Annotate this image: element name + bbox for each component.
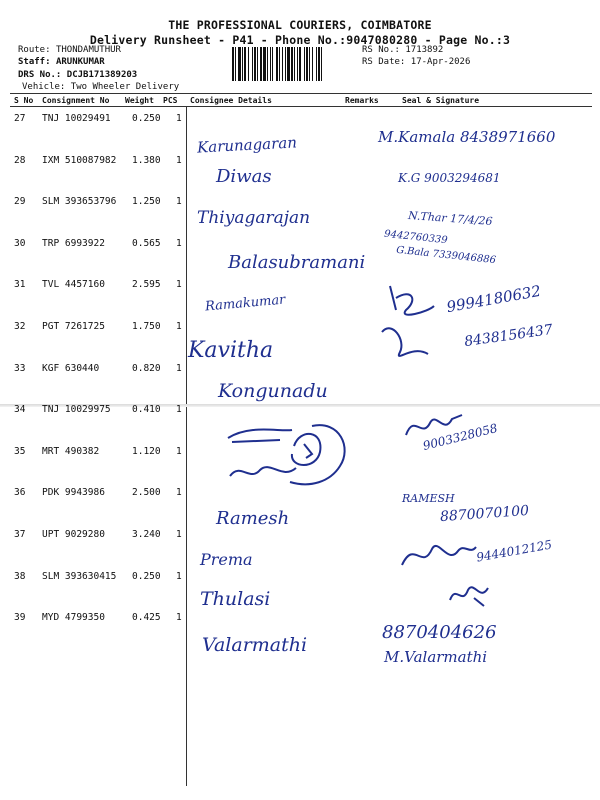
handwritten-name: Thiyagarajan — [197, 208, 311, 228]
consignment-cell: TRP 6993922 — [42, 237, 105, 249]
staff-label: Staff: — [18, 57, 51, 67]
pcs-cell: 1 — [176, 404, 182, 416]
route-label: Route: — [18, 45, 51, 55]
handwritten-name: Prema — [200, 550, 253, 569]
consignment-cell: UPT 9029280 — [42, 529, 105, 540]
consignment-cell: SLM 393630415 — [42, 570, 117, 582]
weight-cell: 1.380 — [132, 154, 161, 166]
staff-line — [18, 57, 105, 67]
rs-no-line — [362, 45, 443, 55]
weight-cell: 0.250 — [132, 113, 161, 124]
consignment-cell: TNJ 10029975 — [42, 404, 111, 416]
drs-label: DRS No.: — [18, 70, 62, 80]
drs-line — [18, 70, 137, 80]
pcs-cell: 1 — [176, 362, 182, 374]
sno-cell: 29 — [14, 196, 26, 208]
weight-cell: 1.120 — [132, 445, 161, 457]
rs-date-value: 17-Apr-2026 — [410, 57, 471, 67]
signature-text: 8438156437 — [463, 321, 554, 351]
signature-text: 9003328058 — [421, 420, 499, 454]
handwritten-name: Diwas — [216, 166, 272, 187]
table-row — [0, 566, 600, 606]
sno-cell: 27 — [14, 113, 26, 124]
handwritten-name: Thulasi — [200, 588, 271, 610]
sno-cell: 39 — [14, 612, 26, 624]
vehicle-label: Vehicle: — [22, 82, 66, 92]
runsheet-title: Delivery Runsheet - P41 - Phone No.:9047080280 - Page No.:3 — [89, 33, 511, 47]
signature-text: 8870070100 — [439, 502, 530, 526]
sno-cell: 33 — [14, 362, 26, 374]
weight-cell: 0.425 — [132, 612, 161, 624]
consignee-scribble — [220, 418, 360, 498]
vehicle-line — [22, 82, 179, 92]
pcs-cell: 1 — [176, 321, 182, 332]
sno-cell: 36 — [14, 487, 26, 499]
consignment-cell: KGF 630440 — [42, 362, 100, 374]
pcs-cell: 1 — [176, 196, 182, 208]
pcs-cell: 1 — [176, 445, 182, 457]
col-remarks: Remarks — [345, 96, 379, 105]
sno-cell: 31 — [14, 279, 26, 291]
handwritten-name: Kongunadu — [218, 380, 328, 402]
pcs-cell: 1 — [176, 612, 182, 624]
route-line — [18, 45, 121, 55]
col-weight: Weight — [125, 96, 154, 105]
weight-cell: 2.595 — [132, 279, 161, 291]
pcs-cell: 1 — [176, 529, 182, 540]
staff-value: ARUNKUMAR — [55, 57, 105, 67]
weight-cell: 1.250 — [132, 196, 161, 208]
signature-text: 8870404626 — [382, 622, 497, 643]
weight-cell: 2.500 — [132, 487, 161, 499]
signature-squiggle — [444, 578, 494, 610]
weight-cell: 0.565 — [132, 237, 161, 249]
weight-cell: 0.410 — [132, 404, 161, 416]
rs-date-label: RS Date: — [362, 57, 406, 67]
signature-squiggle — [400, 405, 470, 445]
company-title: THE PROFESSIONAL COURIERS, COIMBATORE — [168, 18, 432, 32]
signature-squiggle — [398, 535, 478, 575]
handwritten-name: Kavitha — [188, 338, 274, 363]
rs-date-line — [362, 57, 470, 67]
signature-text: M.Kamala 8438971660 — [378, 128, 556, 146]
col-consignee: Consignee Details — [190, 96, 272, 105]
route-value: THONDAMUTHUR — [55, 45, 121, 55]
sno-cell: 34 — [14, 404, 26, 416]
handwritten-name: Valarmathi — [202, 634, 308, 656]
col-pcs: PCS — [163, 96, 178, 105]
handwritten-name: Karunagaran — [196, 133, 298, 157]
col-sno: S No — [14, 96, 34, 105]
pcs-cell: 1 — [176, 487, 182, 499]
consignment-cell: TVL 4457160 — [42, 279, 105, 291]
consignment-cell: PDK 9943986 — [42, 487, 105, 499]
signature-text: 9444012125 — [475, 537, 553, 565]
rs-no-value: 1713892 — [405, 45, 444, 55]
weight-cell: 1.750 — [132, 321, 161, 332]
drs-value: DCJB171389203 — [66, 70, 138, 80]
weight-cell: 3.240 — [132, 529, 161, 540]
header-top-rule — [10, 93, 592, 94]
signature-text: K.G 9003294681 — [398, 171, 501, 185]
barcode-image — [232, 47, 358, 81]
signature-text: G.Bala 7339046886 — [395, 244, 497, 267]
vehicle-value: Two Wheeler Delivery — [70, 82, 180, 92]
table-row — [0, 150, 600, 190]
rs-no-label: RS No.: — [362, 45, 400, 55]
signature-text: 9442760339 — [383, 228, 449, 247]
handwritten-name: Balasubramani — [228, 252, 366, 273]
signature-text: 9994180632 — [445, 281, 543, 317]
sno-cell: 28 — [14, 154, 26, 166]
pcs-cell: 1 — [176, 154, 182, 166]
sno-cell: 38 — [14, 570, 26, 582]
sno-cell: 37 — [14, 529, 26, 540]
handwritten-name: Ramakumar — [204, 292, 286, 315]
col-seal: Seal & Signature — [402, 96, 480, 105]
consignment-cell: MYD 4799350 — [42, 612, 105, 624]
consignment-cell: MRT 490382 — [42, 445, 100, 457]
sno-cell: 35 — [14, 445, 26, 457]
signature-squiggle — [372, 280, 452, 370]
pcs-cell: 1 — [176, 113, 182, 124]
col-consignment: Consignment No — [42, 96, 110, 105]
signature-text: N.Thar 17/4/26 — [407, 209, 493, 228]
consignment-cell: PGT 7261725 — [42, 321, 105, 332]
consignment-cell: TNJ 10029491 — [42, 113, 111, 124]
consignment-cell: IXM 510087982 — [42, 154, 117, 166]
weight-cell: 0.820 — [132, 362, 161, 374]
signature-text: RAMESH — [402, 492, 455, 505]
pcs-cell: 1 — [176, 237, 182, 249]
sno-cell: 32 — [14, 321, 26, 332]
handwritten-name: Ramesh — [216, 508, 290, 529]
pcs-cell: 1 — [176, 279, 182, 291]
sno-cell: 30 — [14, 237, 26, 249]
header-bottom-rule — [10, 106, 592, 107]
weight-cell: 0.250 — [132, 570, 161, 582]
consignment-cell: SLM 393653796 — [42, 196, 117, 208]
pcs-cell: 1 — [176, 570, 182, 582]
signature-text: M.Valarmathi — [384, 648, 488, 666]
